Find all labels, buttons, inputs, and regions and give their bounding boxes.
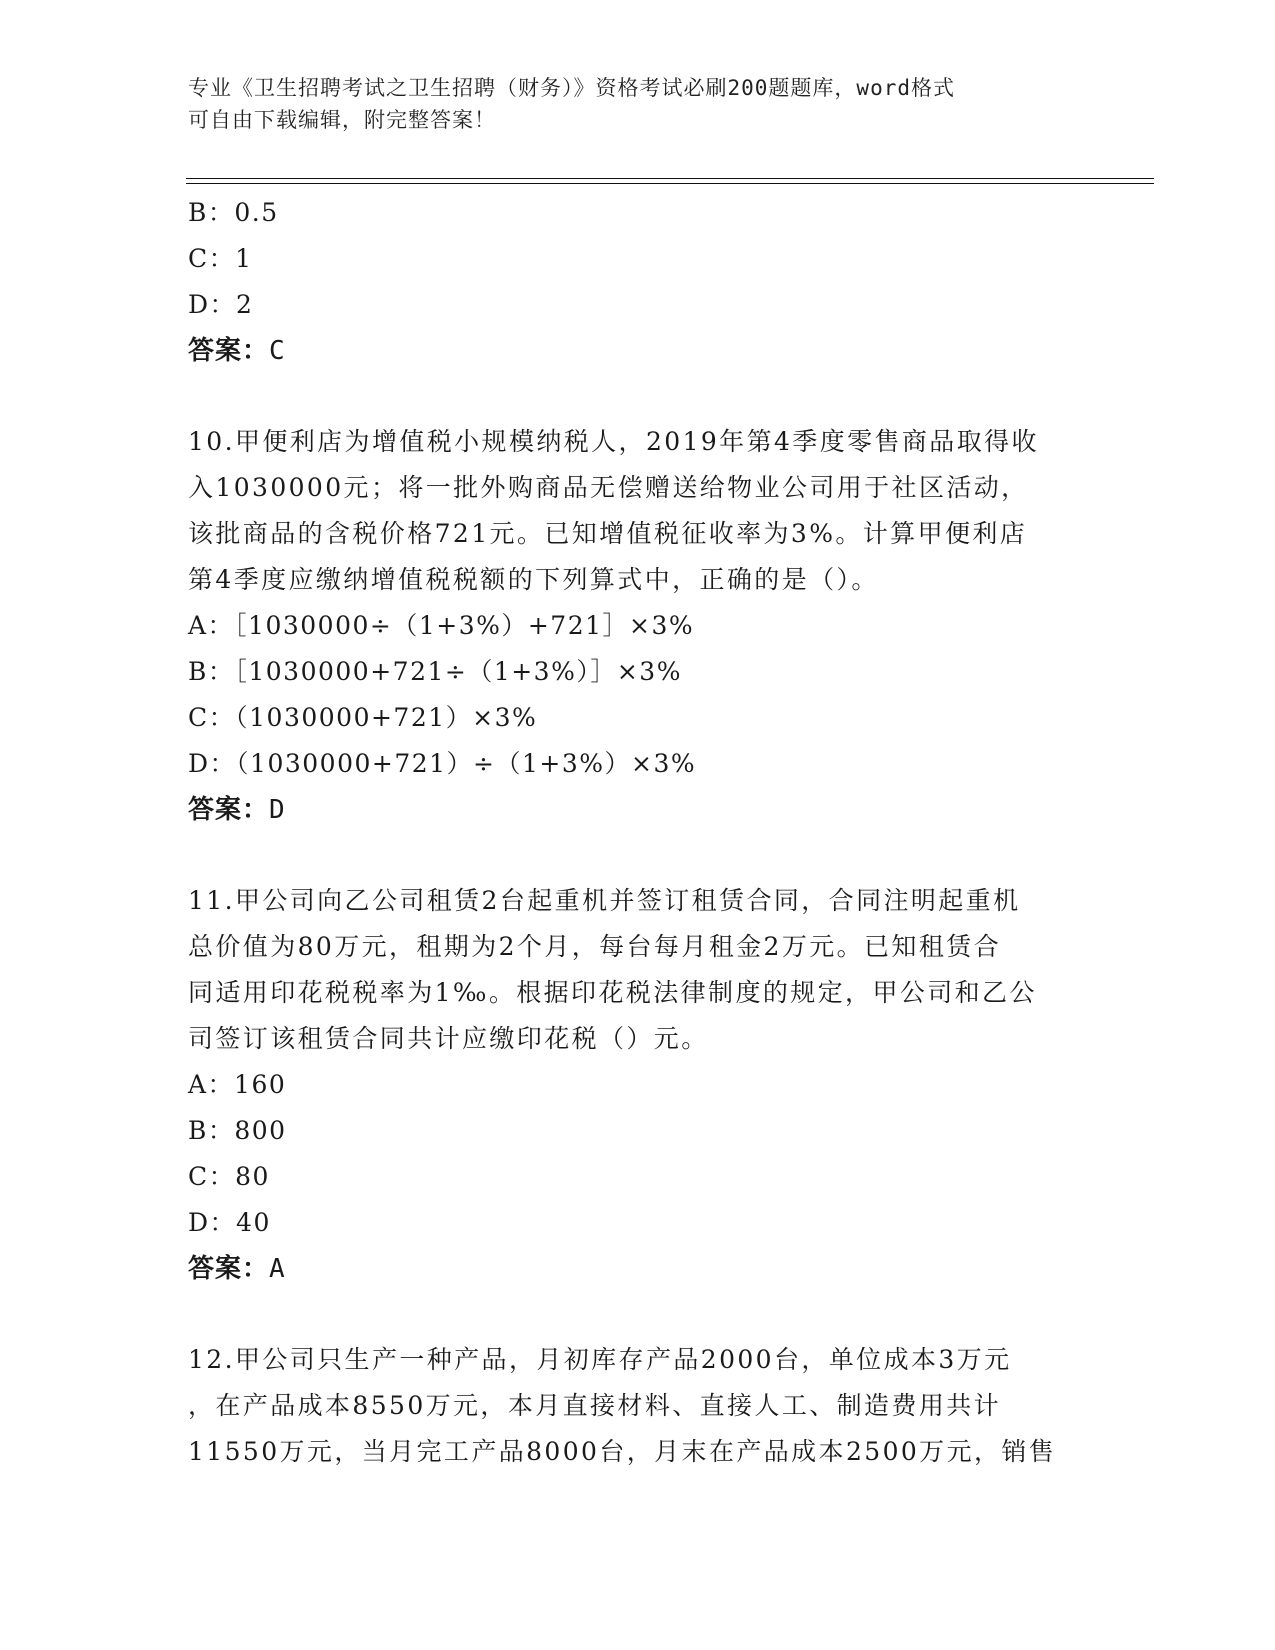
question-12 bbox=[188, 1337, 1088, 1475]
answer-value: D bbox=[269, 795, 286, 825]
question-text-line: 司签订该租赁合同共计应缴印花税（）元。 bbox=[188, 1024, 709, 1053]
option-a: A：160 bbox=[188, 1070, 287, 1099]
question-10 bbox=[188, 419, 1088, 603]
answer-value: C bbox=[269, 336, 286, 366]
option-d: D：40 bbox=[188, 1208, 271, 1237]
header-divider-top bbox=[186, 178, 1154, 179]
option-c: C：1 bbox=[188, 244, 253, 273]
header-title-line-2: 可自由下载编辑，附完整答案！ bbox=[188, 108, 496, 132]
question-text-line: 第4季度应缴纳增值税税额的下列算式中，正确的是（）。 bbox=[188, 565, 879, 594]
option-b: B：800 bbox=[188, 1116, 287, 1145]
question-text-line: 11550万元，当月完工产品8000台，月末在产品成本2500万元，销售 bbox=[188, 1437, 1057, 1466]
question-11 bbox=[188, 878, 1088, 1062]
question-text-line: 总价值为80万元，租期为2个月，每台每月租金2万元。已知租赁合 bbox=[188, 932, 1002, 961]
document-header bbox=[188, 72, 1078, 136]
spacer bbox=[188, 1292, 1088, 1337]
option-c: C：（1030000+721）×3% bbox=[188, 703, 538, 732]
spacer bbox=[188, 833, 1088, 878]
question-text-line: 该批商品的含税价格721元。已知增值税征收率为3%。计算甲便利店 bbox=[188, 519, 1028, 548]
question-text-line: 11.甲公司向乙公司租赁2台起重机并签订租赁合同，合同注明起重机 bbox=[188, 886, 1021, 915]
option-d: D：2 bbox=[188, 290, 254, 319]
option-d: D：（1030000+721）÷（1+3%）×3% bbox=[188, 749, 697, 778]
question-text-line: 同适用印花税税率为1‰。根据印花税法律制度的规定，甲公司和乙公 bbox=[188, 978, 1037, 1007]
option-c: C：80 bbox=[188, 1162, 270, 1191]
answer-value: A bbox=[269, 1254, 286, 1284]
question-11-options bbox=[188, 1062, 1088, 1292]
document-body bbox=[188, 190, 1088, 1475]
prev-question-block bbox=[188, 190, 1088, 374]
question-text-line: 入1030000元；将一批外购商品无偿赠送给物业公司用于社区活动， bbox=[188, 473, 1029, 502]
question-text-line: 10.甲便利店为增值税小规模纳税人，2019年第4季度零售商品取得收 bbox=[188, 427, 1039, 456]
answer-label: 答案： bbox=[188, 795, 270, 825]
answer-line bbox=[188, 1246, 1088, 1292]
header-title-line-1: 专业《卫生招聘考试之卫生招聘（财务）》资格考试必刷200题题库，word格式 bbox=[188, 76, 955, 100]
spacer bbox=[188, 374, 1088, 419]
option-b: B：［1030000+721÷（1+3%）］×3% bbox=[188, 657, 682, 686]
answer-label: 答案： bbox=[188, 1254, 270, 1284]
option-b: B：0.5 bbox=[188, 198, 279, 227]
answer-label: 答案： bbox=[188, 336, 270, 366]
answer-line bbox=[188, 787, 1088, 833]
header-divider-bottom bbox=[186, 183, 1154, 184]
question-text-line: 12.甲公司只生产一种产品，月初库存产品2000台，单位成本3万元 bbox=[188, 1345, 1012, 1374]
question-text-line: ，在产品成本8550万元，本月直接材料、直接人工、制造费用共计 bbox=[188, 1391, 1002, 1420]
question-10-options bbox=[188, 603, 1088, 833]
option-a: A：［1030000÷（1+3%）+721］×3% bbox=[188, 611, 695, 640]
answer-line bbox=[188, 328, 1088, 374]
